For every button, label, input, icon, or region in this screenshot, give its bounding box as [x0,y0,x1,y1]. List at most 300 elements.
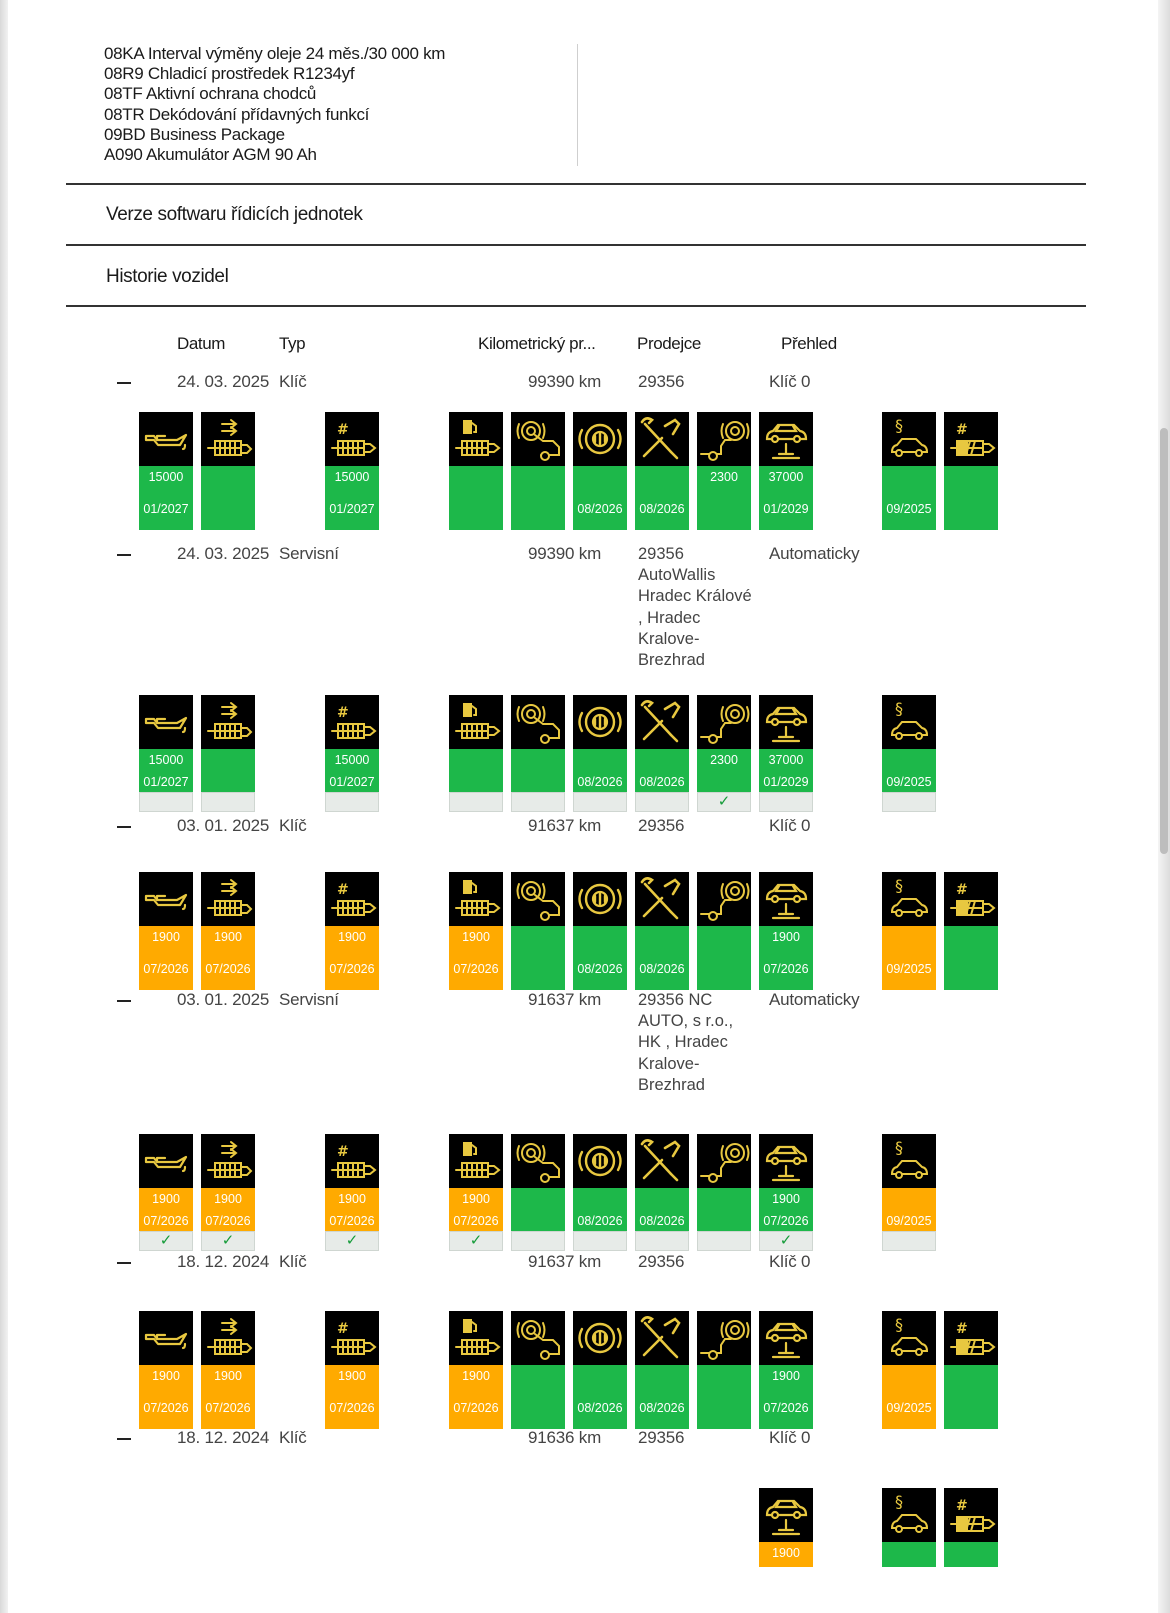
row-type: Servisní [279,990,339,1009]
service-icon-box [325,695,379,749]
statutory-inspection-icon [882,872,936,926]
service-due-date: 07/2026 [763,1214,809,1228]
service-status-fill [697,1365,751,1429]
row-dealer: 29356 AutoWallis Hradec Králové , Hradec Kralove-Brezhrad [638,545,752,670]
service-status-fill [449,1365,503,1429]
service-tile[interactable] [697,1311,751,1429]
service-tile[interactable] [882,872,936,990]
row-type: Klíč [279,372,307,391]
service-due-date: 07/2026 [143,1214,189,1228]
vehicle-inspection-icon [759,1311,813,1365]
service-icon-box [449,412,503,466]
service-remaining-value: 1900 [338,1192,366,1206]
service-tile[interactable] [944,412,998,530]
service-remaining-value: 15000 [334,470,370,484]
service-icon-box [882,1311,936,1365]
service-performed-check [511,792,565,812]
service-tile[interactable] [882,1488,936,1567]
service-status-fill [573,466,627,530]
service-remaining-value: 15000 [334,753,370,767]
service-status-fill [449,926,503,990]
row-date: 03. 01. 2025 [177,816,270,835]
service-icon-box [511,412,565,466]
service-due-date: 07/2026 [143,962,189,976]
service-performed-check [573,792,627,812]
fuel-filter-icon [449,1134,503,1188]
collapse-row-button[interactable] [117,382,131,384]
service-tile[interactable] [759,695,813,812]
particle-filter-icon [325,412,379,466]
service-due-date: 08/2026 [639,775,685,789]
option-line: 08TF Aktivní ochrana chodců [104,84,317,104]
service-status-fill [882,466,936,530]
service-performed-check [759,792,813,812]
service-tile[interactable] [325,1134,379,1251]
service-icon-box [201,1311,255,1365]
service-status-fill [325,926,379,990]
service-tile[interactable] [944,1488,998,1567]
collapse-row-button[interactable] [117,1438,131,1440]
service-tile[interactable] [882,1311,936,1429]
service-remaining-value: 1900 [462,1192,490,1206]
service-remaining-value: 1900 [152,1192,180,1206]
row-dealer: 29356 [638,1252,685,1271]
vehicle-inspection-icon [759,412,813,466]
service-remaining-value: 1900 [772,1192,800,1206]
statutory-inspection-icon [882,695,936,749]
particle-filter-icon [325,1311,379,1365]
vehicle-inspection-icon [759,695,813,749]
service-status-fill [139,1188,193,1231]
section-divider [66,183,1086,185]
service-tile[interactable] [201,1134,255,1251]
service-icon-box [759,412,813,466]
service-tile[interactable] [697,1134,751,1251]
service-icon-box [201,1134,255,1188]
service-due-date: 09/2025 [886,775,932,789]
service-status-fill [882,749,936,792]
brake-pads-front-icon [511,1311,565,1365]
service-due-date: 09/2025 [886,502,932,516]
service-tile[interactable] [635,1134,689,1251]
vehicle-check-icon [635,412,689,466]
service-remaining-value: 15000 [148,753,184,767]
service-icon-box [759,695,813,749]
service-tile[interactable] [449,872,503,990]
brake-pads-front-icon [511,872,565,926]
row-overview: Automaticky [769,990,860,1009]
service-due-date: 07/2026 [329,1401,375,1415]
service-status-fill [139,1365,193,1429]
particle-filter-icon [325,1134,379,1188]
service-performed-check [635,1231,689,1251]
service-tile[interactable] [944,1311,998,1429]
service-performed-check: ✓ [201,1231,255,1251]
service-tile[interactable] [573,1311,627,1429]
service-remaining-value: 1900 [462,930,490,944]
service-icon-box [449,1311,503,1365]
service-tile[interactable] [882,1134,936,1251]
service-tile[interactable] [201,695,255,812]
brake-pads-rear-icon [697,1134,751,1188]
service-status-fill [697,466,751,530]
oil-can-icon [139,412,193,466]
service-performed-check: ✓ [449,1231,503,1251]
brake-pads-front-icon [511,1134,565,1188]
service-tile[interactable] [759,1311,813,1429]
service-tile[interactable] [325,695,379,812]
section-software-versions[interactable]: Verze softwaru řídicích jednotek [106,204,363,225]
service-tile[interactable] [511,1134,565,1251]
service-tile[interactable] [201,1311,255,1429]
service-icon-box [573,1311,627,1365]
collapse-row-button[interactable] [117,1262,131,1264]
service-remaining-value: 2300 [710,470,738,484]
service-status-fill [573,749,627,792]
service-tile[interactable] [573,1134,627,1251]
service-tile[interactable] [139,1134,193,1251]
column-header-dealer[interactable]: Prodejce [637,334,701,353]
service-icon-box [511,1134,565,1188]
service-performed-check [449,792,503,812]
service-tile[interactable] [759,412,813,530]
service-remaining-value: 2300 [710,753,738,767]
section-divider [66,244,1086,246]
equipment-options-list [104,44,445,165]
particle-filter-icon [325,872,379,926]
service-due-date: 07/2026 [763,1401,809,1415]
scrollbar-thumb[interactable] [1160,428,1168,854]
service-remaining-value: 1900 [462,1369,490,1383]
service-icon-box [201,412,255,466]
service-due-date: 01/2029 [763,775,809,789]
service-status-fill [139,466,193,530]
service-tile[interactable] [139,1311,193,1429]
service-icon-box [759,872,813,926]
service-due-date: 08/2026 [577,962,623,976]
row-overview: Klíč 0 [769,816,811,835]
service-due-date: 01/2027 [143,775,189,789]
row-overview: Klíč 0 [769,372,811,391]
service-status-fill [635,749,689,792]
oil-can-icon [139,695,193,749]
fuel-filter-icon [449,872,503,926]
service-tile[interactable] [511,872,565,990]
service-remaining-value: 1900 [772,1369,800,1383]
row-dealer: 29356 [638,1428,685,1447]
service-performed-check [573,1231,627,1251]
row-mileage: 91636 km [528,1428,602,1447]
service-icon-box [139,872,193,926]
service-icon-box [759,1311,813,1365]
service-icon-box [882,695,936,749]
row-date: 18. 12. 2024 [177,1428,270,1447]
service-tile[interactable] [944,872,998,990]
service-tile[interactable] [511,1311,565,1429]
service-tile[interactable] [511,695,565,812]
service-status-fill [511,1365,565,1429]
service-tile[interactable] [325,412,379,530]
service-icon-box [697,1311,751,1365]
service-tile[interactable] [449,695,503,812]
service-due-date: 01/2027 [143,502,189,516]
service-remaining-value: 1900 [772,1546,800,1560]
service-status-fill [882,1188,936,1231]
oil-can-icon [139,872,193,926]
service-remaining-value: 1900 [338,1369,366,1383]
service-performed-check: ✓ [325,1231,379,1251]
column-header-mileage[interactable]: Kilometrický pr... [478,334,596,353]
brake-fluid-icon [573,872,627,926]
statutory-inspection-icon [882,1488,936,1542]
service-tile[interactable] [759,1134,813,1251]
service-due-date: 07/2026 [453,1214,499,1228]
service-status-fill [759,926,813,990]
service-performed-check [635,792,689,812]
service-status-fill [201,749,255,792]
service-remaining-value: 1900 [772,930,800,944]
service-tile[interactable] [325,872,379,990]
service-due-date: 08/2026 [639,962,685,976]
service-tile[interactable] [882,412,936,530]
brake-pads-rear-icon [697,872,751,926]
collapse-row-button[interactable] [117,826,131,828]
service-status-fill [944,926,998,990]
service-icon-box [325,1134,379,1188]
particle-filter-diesel-icon [944,1488,998,1542]
service-icon-box [882,1134,936,1188]
microfilter-icon [201,695,255,749]
option-line: 09BD Business Package [104,124,285,144]
service-status-fill [573,1188,627,1231]
service-status-fill [882,1542,936,1567]
option-line: A090 Akumulátor AGM 90 Ah [104,145,317,165]
service-due-date: 07/2026 [453,962,499,976]
service-icon-box [139,1311,193,1365]
row-mileage: 99390 km [528,544,602,563]
collapse-row-button[interactable] [117,1000,131,1002]
service-tile[interactable] [573,695,627,812]
service-tile[interactable] [697,412,751,530]
service-icon-box [697,412,751,466]
service-icon-box [325,412,379,466]
service-status-fill [201,466,255,530]
column-header-date[interactable]: Datum [177,334,226,353]
service-status-fill [325,1188,379,1231]
service-status-fill [511,926,565,990]
statutory-inspection-icon [882,412,936,466]
service-icon-box [759,1488,813,1542]
service-icon-box [449,872,503,926]
service-tile[interactable] [759,1488,813,1567]
vehicle-check-icon [635,1311,689,1365]
service-remaining-value: 1900 [214,1192,242,1206]
service-icon-box [635,695,689,749]
service-icon-box [635,412,689,466]
service-icon-box [139,695,193,749]
row-dealer: 29356 [638,816,685,835]
service-status-fill [325,1365,379,1429]
service-status-fill [511,466,565,530]
brake-pads-rear-icon [697,695,751,749]
service-tile[interactable] [635,1311,689,1429]
service-due-date: 08/2026 [577,775,623,789]
fuel-filter-icon [449,412,503,466]
service-due-date: 09/2025 [886,1401,932,1415]
service-tile[interactable] [635,695,689,812]
service-status-fill [759,466,813,530]
service-status-fill [201,926,255,990]
microfilter-icon [201,412,255,466]
service-due-date: 01/2027 [329,502,375,516]
row-dealer: 29356 NC AUTO, s r.o., HK , Hradec Kralove-Brezhrad [638,991,734,1094]
service-icon-box [511,695,565,749]
vehicle-inspection-icon [759,1134,813,1188]
service-status-fill [573,926,627,990]
service-icon-box [201,695,255,749]
row-date: 18. 12. 2024 [177,1252,270,1271]
service-tile[interactable] [573,412,627,530]
option-line: 08R9 Chladicí prostředek R1234yf [104,64,355,84]
service-status-fill [944,1365,998,1429]
service-tile[interactable] [635,872,689,990]
oil-can-icon [139,1311,193,1365]
column-header-type[interactable]: Typ [279,334,306,353]
service-tile[interactable] [635,412,689,530]
service-tile[interactable] [201,412,255,530]
service-status-fill [573,1365,627,1429]
service-icon-box [449,695,503,749]
brake-fluid-icon [573,695,627,749]
row-dealer: 29356 [638,372,685,391]
service-status-fill [759,1542,813,1567]
service-icon-box [944,1311,998,1365]
service-tile[interactable] [573,872,627,990]
service-due-date: 01/2029 [763,502,809,516]
service-due-date: 07/2026 [205,1214,251,1228]
service-tile[interactable] [449,1311,503,1429]
service-remaining-value: 1900 [152,930,180,944]
service-performed-check [139,792,193,812]
service-status-fill [449,749,503,792]
row-overview: Automaticky [769,544,860,563]
vehicle-check-icon [635,872,689,926]
service-tile[interactable] [449,1134,503,1251]
service-status-fill [635,466,689,530]
service-status-fill [944,1542,998,1567]
vehicle-inspection-icon [759,872,813,926]
service-icon-box [635,872,689,926]
service-status-fill [759,749,813,792]
brake-pads-rear-icon [697,1311,751,1365]
service-tile[interactable] [759,872,813,990]
service-due-date: 08/2026 [577,1214,623,1228]
vehicle-check-icon [635,695,689,749]
service-due-date: 01/2027 [329,775,375,789]
service-icon-box [139,1134,193,1188]
service-icon-box [759,1134,813,1188]
row-mileage: 99390 km [528,372,602,391]
service-remaining-value: 37000 [768,470,804,484]
service-tile[interactable] [697,872,751,990]
option-line: 08TR Dekódování přídavných funkcí [104,104,370,124]
service-tile[interactable] [449,412,503,530]
service-performed-check: ✓ [697,792,751,812]
service-performed-check: ✓ [759,1231,813,1251]
statutory-inspection-icon [882,1311,936,1365]
column-header-overview[interactable]: Přehled [781,334,837,353]
service-tile[interactable] [511,412,565,530]
row-mileage: 91637 km [528,990,602,1009]
row-overview: Klíč 0 [769,1252,811,1271]
service-status-fill [449,466,503,530]
service-tile[interactable] [139,872,193,990]
brake-pads-rear-icon [697,412,751,466]
service-status-fill [944,466,998,530]
service-status-fill [201,1188,255,1231]
service-remaining-value: 1900 [214,930,242,944]
service-tile[interactable] [201,872,255,990]
service-due-date: 09/2025 [886,962,932,976]
service-remaining-value: 1900 [214,1369,242,1383]
service-tile[interactable] [139,412,193,530]
service-due-date: 08/2026 [639,502,685,516]
service-icon-box [882,1488,936,1542]
service-due-date: 08/2026 [577,1401,623,1415]
microfilter-icon [201,1134,255,1188]
row-mileage: 91637 km [528,1252,602,1271]
service-tile[interactable] [325,1311,379,1429]
particle-filter-diesel-icon [944,872,998,926]
microfilter-icon [201,872,255,926]
row-type: Klíč [279,816,307,835]
collapse-row-button[interactable] [117,554,131,556]
service-status-fill [635,1365,689,1429]
section-vehicle-history[interactable]: Historie vozidel [106,266,229,287]
service-status-fill [882,926,936,990]
service-performed-check [882,792,936,812]
service-tile[interactable] [139,695,193,812]
service-status-fill [759,1365,813,1429]
service-performed-check: ✓ [139,1231,193,1251]
service-tile[interactable] [697,695,751,812]
window-edge-left [0,0,8,1613]
row-type: Servisní [279,544,339,563]
service-icon-box [635,1311,689,1365]
brake-fluid-icon [573,1311,627,1365]
service-icon-box [882,872,936,926]
brake-pads-front-icon [511,695,565,749]
service-status-fill [697,1188,751,1231]
service-status-fill [325,466,379,530]
service-status-fill [511,1188,565,1231]
service-status-fill [511,749,565,792]
service-due-date: 08/2026 [639,1214,685,1228]
service-due-date: 07/2026 [763,962,809,976]
service-tile[interactable] [882,695,936,812]
service-icon-box [635,1134,689,1188]
service-performed-check [697,1231,751,1251]
service-due-date: 07/2026 [143,1401,189,1415]
service-due-date: 07/2026 [329,1214,375,1228]
service-performed-check [201,792,255,812]
service-icon-box [697,695,751,749]
row-overview: Klíč 0 [769,1428,811,1447]
service-icon-box [882,412,936,466]
service-status-fill [325,749,379,792]
service-status-fill [139,926,193,990]
particle-filter-diesel-icon [944,1311,998,1365]
